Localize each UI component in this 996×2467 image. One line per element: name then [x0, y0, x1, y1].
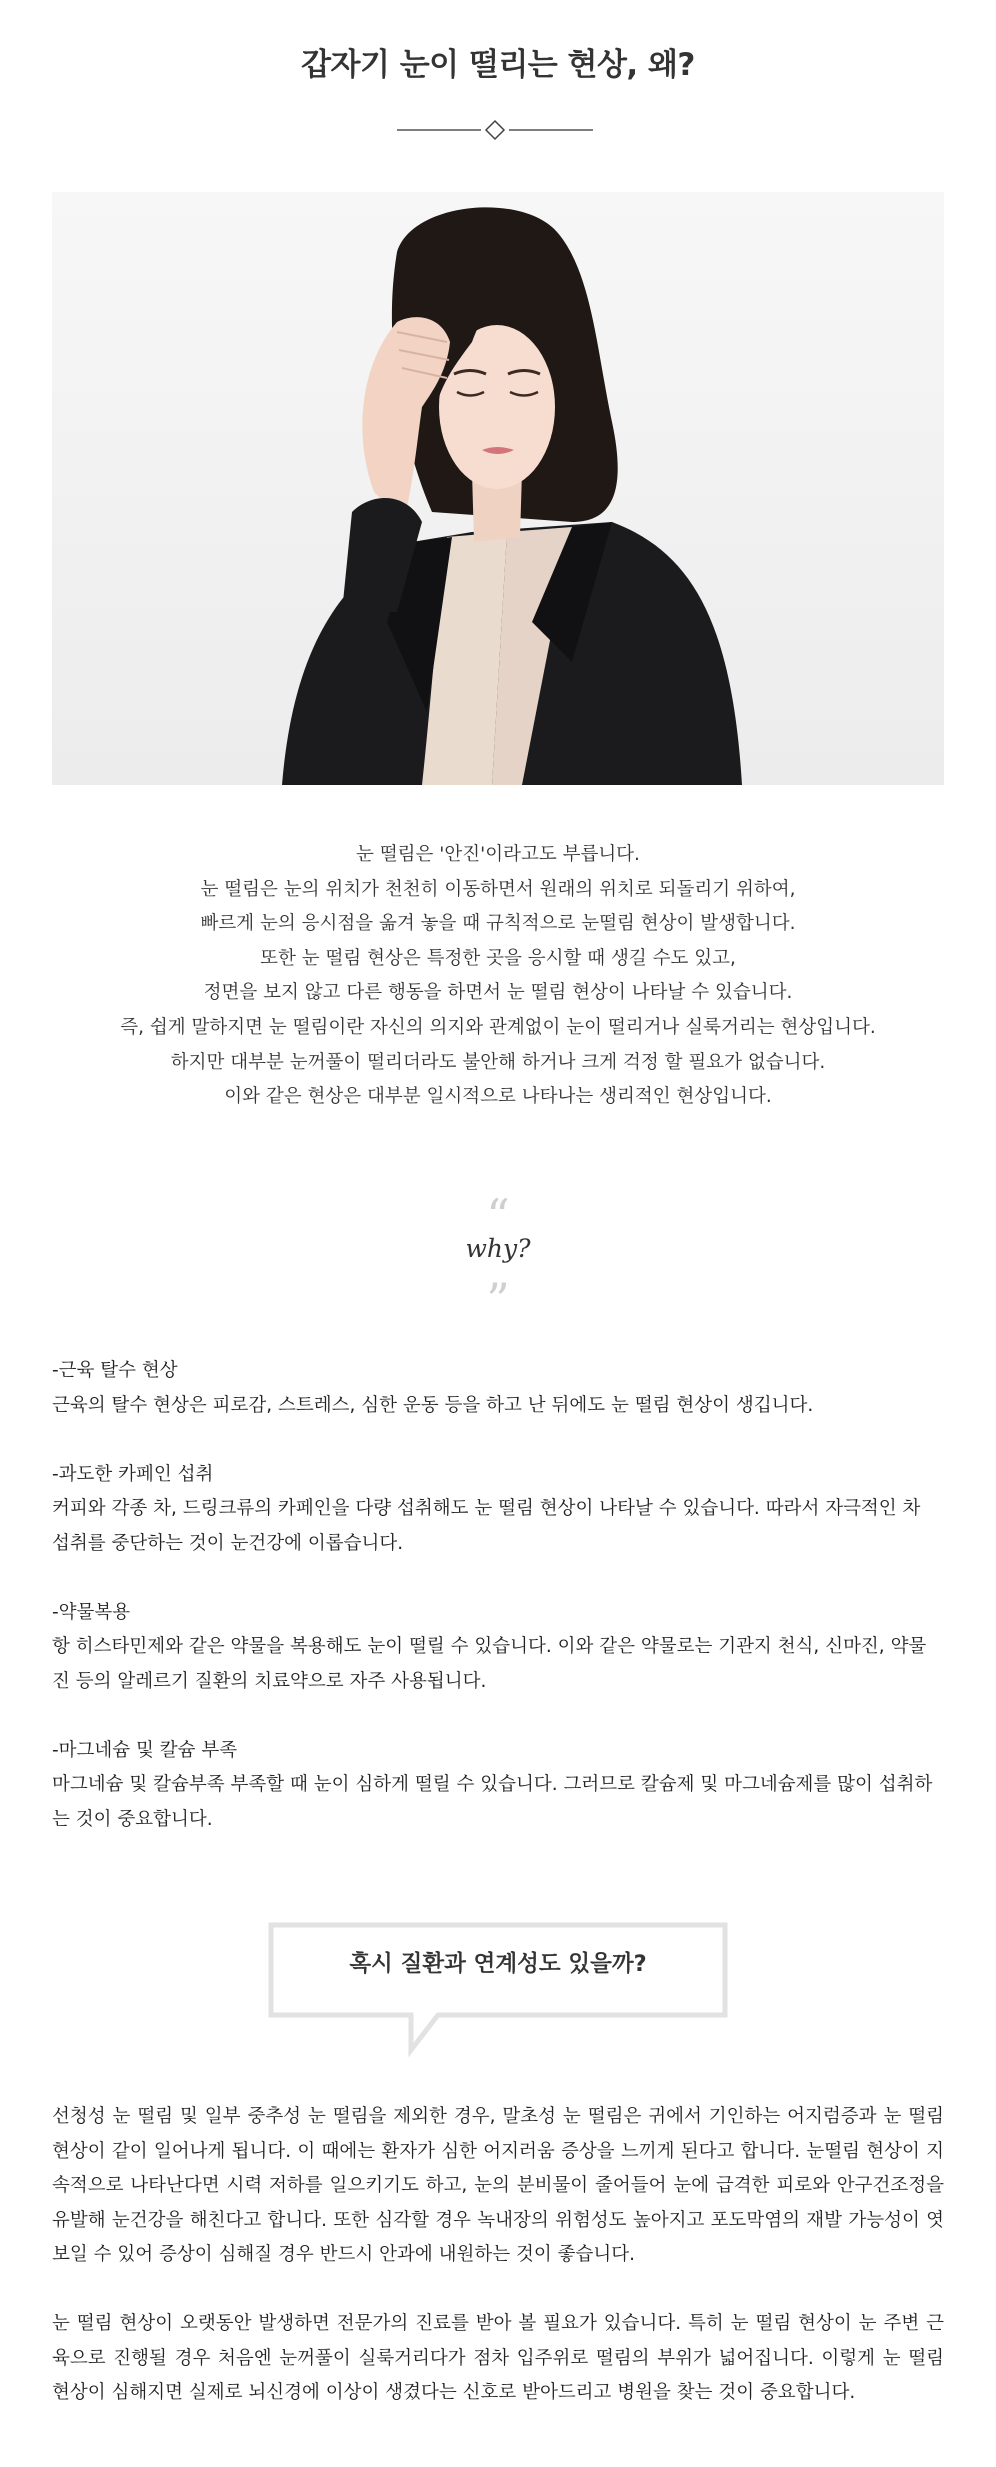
cause-item: [52, 1734, 944, 1838]
diamond-divider: [397, 118, 593, 142]
intro-line: 빠르게 눈의 응시점을 옮겨 놓을 때 규칙적으로 눈떨림 현상이 발생합니다.: [200, 913, 796, 935]
cause-item: [52, 1596, 944, 1700]
intro-line: 정면을 보지 않고 다른 행동을 하면서 눈 떨림 현상이 나타날 수 있습니다.: [203, 982, 793, 1004]
callout-text: 혹시 질환과 연계성도 있을까?: [349, 1951, 647, 1977]
intro-line: 이와 같은 현상은 대부분 일시적으로 나타나는 생리적인 현상입니다.: [224, 1086, 772, 1108]
intro-line: 눈 떨림은 '안진'이라고도 부릅니다.: [356, 844, 640, 865]
causes-list: [52, 1354, 944, 1872]
open-quote-mark: “: [486, 1189, 510, 1243]
closing-paragraph: 눈 떨림 현상이 오랫동안 발생하면 전문가의 진료를 받아 볼 필요가 있습니다. 특히 눈 떨림 현상이 눈 주변 근육으로 진행될 경우 처음엔 눈꺼풀이 실룩거리다가 점차 입주위로 떨림의 부위가 넓어집니다. 이렇게 눈 떨림 현상이 심해지면 실제로 뇌신경에 이상이 생겼다는 신호로 받아드리고 병원을 찾는 것이 중요합니다.: [52, 2313, 944, 2403]
intro-line: 하지만 대부분 눈꺼풀이 떨리더라도 불안해 하거나 크게 걱정 할 필요가 없습니다.: [170, 1051, 826, 1073]
why-heading: why?: [465, 1234, 531, 1263]
cause-item: [52, 1458, 944, 1562]
cause-item: [52, 1354, 944, 1423]
cause-heading: -약물복용: [52, 1601, 131, 1623]
intro-line: 즉, 쉽게 말하지면 눈 떨림이란 자신의 의지와 관계없이 눈이 떨리거나 실룩거리는 현상입니다.: [120, 1016, 876, 1038]
intro-line: 또한 눈 떨림 현상은 특정한 곳을 응시할 때 생길 수도 있고,: [260, 947, 736, 969]
woman-headache-photo: [52, 192, 944, 785]
intro-text: [52, 838, 944, 1115]
intro-line: 눈 떨림은 눈의 위치가 천천히 이동하면서 원래의 위치로 되돌리기 위하여,: [200, 878, 796, 900]
page-title: 갑자기 눈이 떨리는 현상, 왜?: [301, 46, 695, 83]
closing-paragraph: 선청성 눈 떨림 및 일부 중추성 눈 떨림을 제외한 경우, 말초성 눈 떨림은 귀에서 기인하는 어지럼증과 눈 떨림 현상이 같이 일어나게 됩니다. 이 때에는 환자가 심한 어지러움 증상을 느끼게 된다고 합니다. 눈떨림 현상이 지속적으로 나타난다면 시력 저하를 일으키기도 하고, 눈의 분비물이 줄어들어 눈에 급격한 피로와 안구건조정을 유발해 눈건강을 해친다고 합니다. 또한 심각할 경우 녹내장의 위험성도 높아지고 포도막염의 재발 가능성이 엿보일 수 있어 증상이 심해질 경우 반드시 안과에 내원하는 것이 좋습니다.: [52, 2106, 944, 2265]
closing-text: [52, 2100, 944, 2445]
cause-body: 근육의 탈수 현상은 피로감, 스트레스, 심한 운동 등을 하고 난 뒤에도 눈 떨림 현상이 생깁니다.: [52, 1394, 814, 1416]
cause-heading: -과도한 카페인 섭취: [52, 1463, 214, 1485]
cause-body: 항 히스타민제와 같은 약물을 복용해도 눈이 떨릴 수 있습니다. 이와 같은 약물로는 기관지 천식, 신마진, 약물진 등의 알레르기 질환의 치료약으로 자주 사용됩니다.: [52, 1636, 927, 1692]
cause-heading: -마그네슘 및 칼슘 부족: [52, 1739, 238, 1761]
cause-heading: -근육 탈수 현상: [52, 1360, 178, 1381]
close-quote-mark: ”: [486, 1273, 510, 1327]
cause-body: 커피와 각종 차, 드링크류의 카페인을 다량 섭취해도 눈 떨림 현상이 나타날 수 있습니다. 따라서 자극적인 차 섭취를 중단하는 것이 눈건강에 이롭습니다.: [52, 1498, 921, 1554]
cause-body: 마그네슘 및 칼슘부족 부족할 때 눈이 심하게 떨릴 수 있습니다. 그러므로 칼슘제 및 마그네슘제를 많이 섭취하는 것이 중요합니다.: [52, 1774, 933, 1830]
